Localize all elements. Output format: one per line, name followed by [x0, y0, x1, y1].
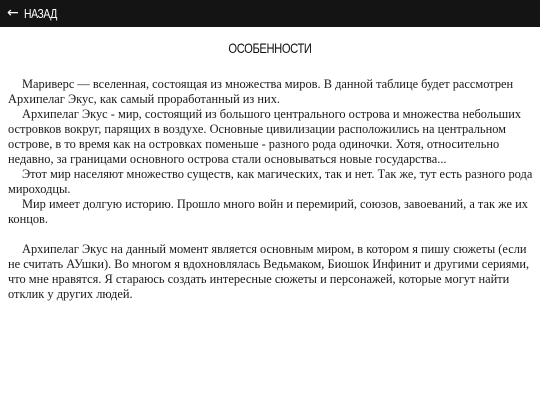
back-button[interactable] — [7, 5, 65, 22]
paragraph: Мариверс — вселенная, состоящая из множества миров. В данной таблице будет рассмотрен Архипелаг Экус, как самый проработанный из них. — [8, 77, 514, 106]
paragraph: Мир имеет долгую историю. Прошло много войн и перемирий, союзов, завоеваний, а так же их концов. — [8, 197, 528, 226]
page-title-text: ОСОБЕННОСТИ — [228, 40, 312, 56]
paragraph: Этот мир населяют множество существ, как магических, так и нет. Так же, тут есть разного рода мироходцы. — [8, 167, 533, 196]
back-button-label: НАЗАД — [23, 6, 57, 21]
arrow-left-icon: ← — [7, 5, 19, 21]
article-body — [8, 77, 534, 302]
top-bar — [0, 0, 540, 27]
page-title — [0, 38, 540, 58]
paragraph: Архипелаг Экус - мир, состоящий из большого центрального острова и множества небольших островков вокруг, парящих в воздухе. Основные цивилизации расположились на центральном острове, в то время как на островках поменьше - разного рода одиночки. Хотя, относительно недавно, за границами основного острова стали основываться новые государства... — [8, 107, 522, 166]
paragraph: Архипелаг Экус на данный момент является основным миром, в котором я пишу сюжеты (если не считать АУшки). Во многом я вдохновлялась Ведьмаком, Биошок Инфинит и другими сериями, что мне нравятся. Я стараюсь создать интересные сюжеты и персонажей, которые могут найти отклик у других людей. — [8, 242, 530, 301]
